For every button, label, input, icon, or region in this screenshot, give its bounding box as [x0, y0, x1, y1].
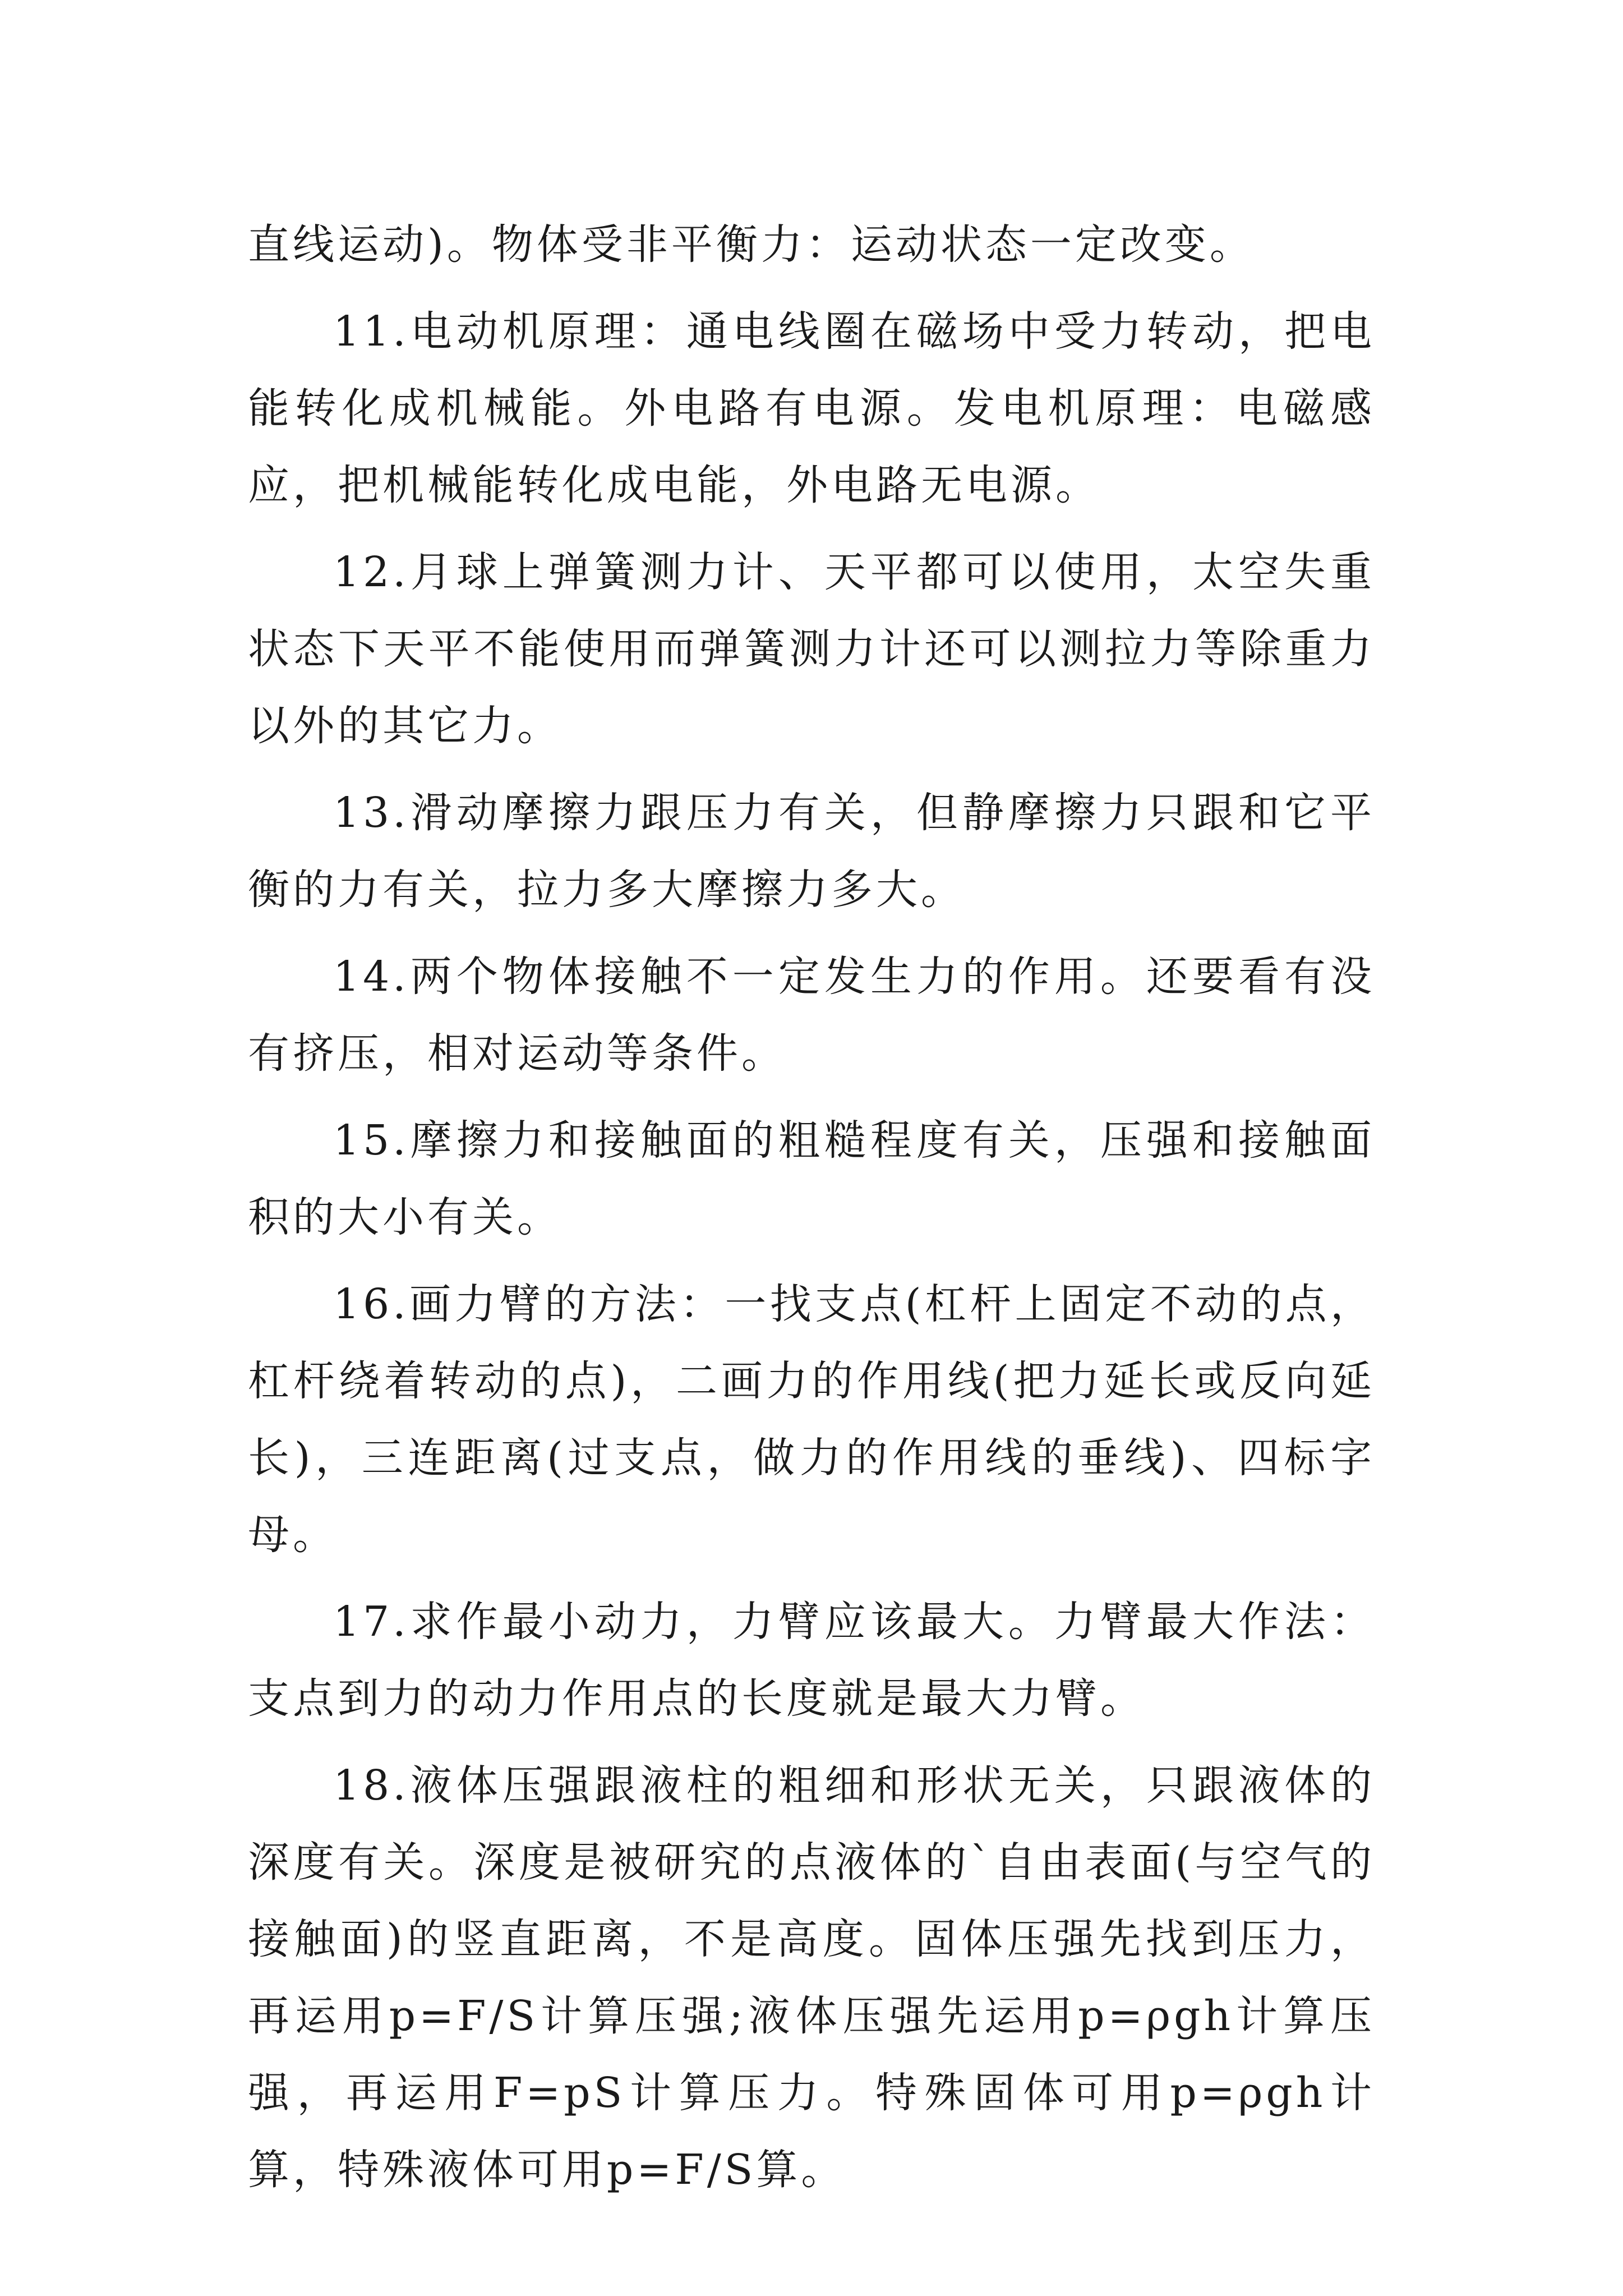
- paragraph-17: 17.求作最小动力，力臂应该最大。力臂最大作法：支点到力的动力作用点的长度就是最大力臂。: [248, 1598, 1375, 1723]
- paragraph-11: 11.电动机原理：通电线圈在磁场中受力转动，把电能转化成机械能。外电路有电源。发电机原理：电磁感应，把机械能转化成电能，外电路无电源。: [248, 307, 1375, 509]
- paragraph-12: 12.月球上弹簧测力计、天平都可以使用，太空失重状态下天平不能使用而弹簧测力计还可以测拉力等除重力以外的其它力。: [248, 548, 1375, 750]
- paragraph-15: 15.摩擦力和接触面的粗糙程度有关，压强和接触面积的大小有关。: [248, 1116, 1375, 1241]
- paragraph-13: 13.滑动摩擦力跟压力有关，但静摩擦力只跟和它平衡的力有关，拉力多大摩擦力多大。: [248, 789, 1375, 914]
- paragraph-14: 14.两个物体接触不一定发生力的作用。还要看有没有挤压，相对运动等条件。: [248, 953, 1375, 1078]
- paragraph-16: 16.画力臂的方法：一找支点(杠杆上固定不动的点，杠杆绕着转动的点)，二画力的作用线(把力延长或反向延长)，三连距离(过支点，做力的作用线的垂线)、四标字母。: [248, 1280, 1375, 1559]
- paragraph-18: 18.液体压强跟液柱的粗细和形状无关，只跟液体的深度有关。深度是被研究的点液体的`自由表面(与空气的接触面)的竖直距离，不是高度。固体压强先找到压力，再运用p=F/S计算压强;液体压强先运用p=ρgh计算压强，再运用F=pS计算压力。特殊固体可用p=ρgh计算，特殊液体可用p=F/S算。: [248, 1761, 1375, 2194]
- paragraph-continued: 直线运动)。物体受非平衡力：运动状态一定改变。: [248, 220, 1255, 269]
- document-page: [248, 206, 1375, 2219]
